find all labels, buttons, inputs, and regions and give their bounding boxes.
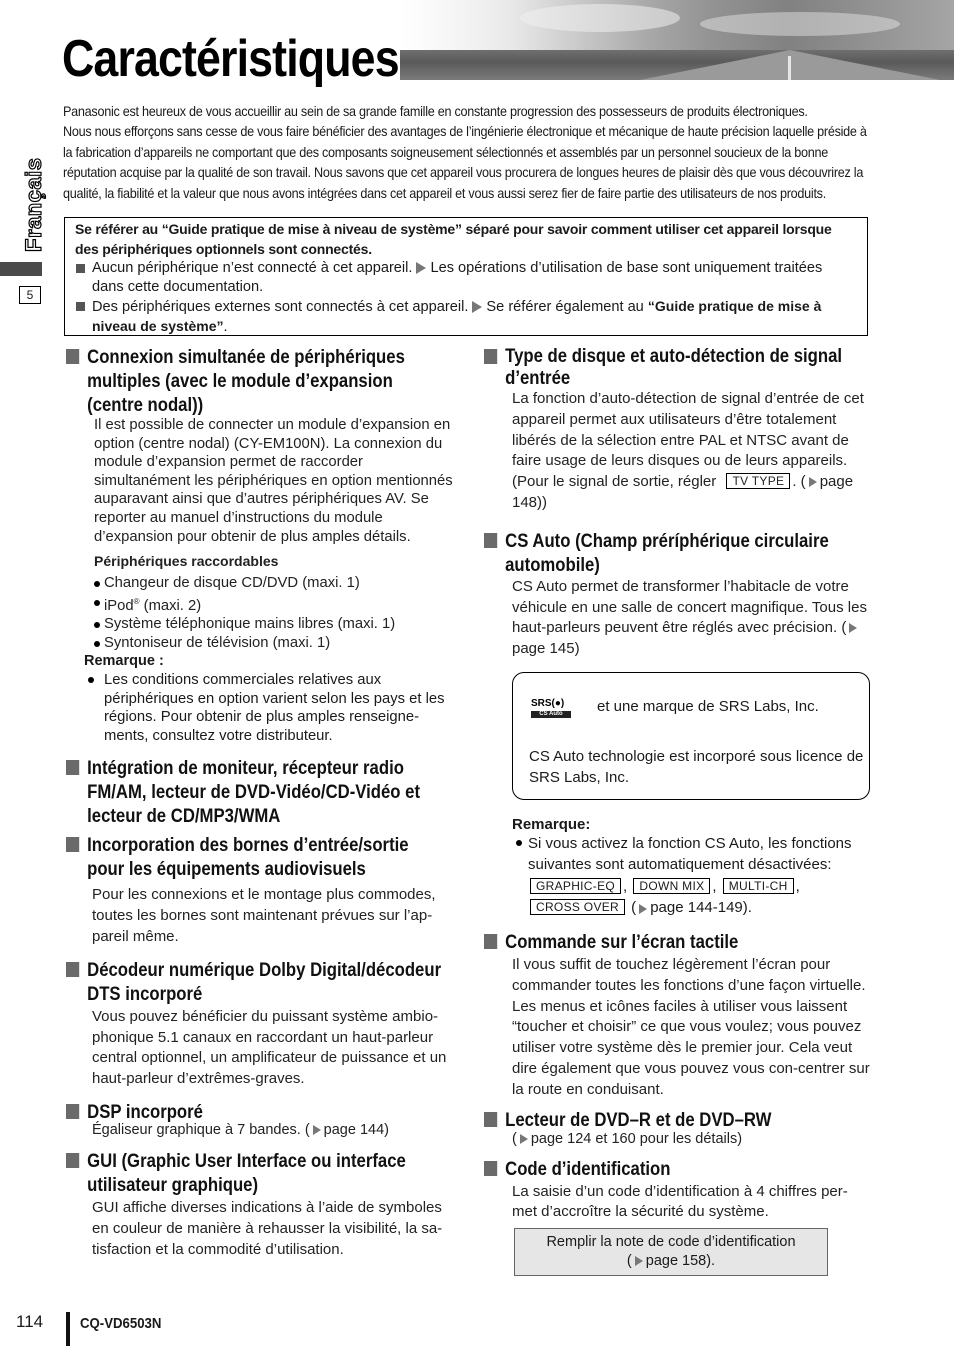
section-body: CS Auto permet de transformer l’habitacle de votre véhicule en une salle de concert magnifique. Tous les haut-parleurs peuvent être réglés avec précision. (page 145) [512, 577, 867, 658]
remark-title: Remarque: [512, 815, 591, 833]
feature-section [66, 757, 456, 829]
section-body: La fonction d’auto-détection de signal d’entrée de cet appareil permet aux utilisateurs d’être totalement libérés de la sélection entre PAL et NTSC avant de faire usage de leurs disques ou de leurs appareils. (Pour le signal de sortie, régler TV TYPE . ( page 148)) [512, 390, 864, 511]
square-marker-icon [66, 349, 79, 364]
setting-tag: GRAPHIC-EQ [530, 878, 621, 894]
square-marker-icon [484, 1112, 497, 1127]
notice-item: Des périphériques externes sont connectés à cet appareil. Se référer également au “Guide pratique de mise à niveau de système”. [75, 297, 857, 337]
section-body: La saisie d’un code d’identification à 4 chiffres per-met d’accroître la sécurité du système. [512, 1182, 848, 1221]
list-item: Syntoniseur de télévision (maxi. 1) [94, 634, 456, 653]
intro-paragraph: Nous nous efforçons sans cesse de vous faire bénéficier des avantages de l’ingénierie électronique et mécanique de haute précision laquelle préside à la fabrication d’appareils ne comportant que des composants soigneusement sélectionnés et assemblés par un personnel soucieux de la bonne réputation acquise par la qualité de son travail. Nous savons que cet appareil vous procurera de longues heures de plaisir dès que vous découvrirez la qualité, la fiabilité et la valeur que nous avons intégrées dans cet appareil et vous aussi serez fier de faire partie des utilisateurs de nos produits. [63, 124, 867, 201]
srs-license-box [512, 672, 870, 800]
square-bullet-icon [76, 264, 85, 273]
page-title: Caractéristiques [62, 30, 399, 88]
section-title: DSP incorporé [66, 1101, 448, 1125]
section-body: Pour les connexions et le montage plus commodes, toutes les bornes sont maintenant prévues sur l’ap-pareil même. [92, 886, 436, 946]
remark [484, 816, 872, 919]
square-marker-icon [484, 533, 497, 548]
arrow-right-icon [849, 623, 857, 633]
remark-title: Remarque : [84, 653, 164, 670]
setting-tag: MULTI-CH [723, 878, 794, 894]
footer-divider [66, 1312, 70, 1346]
section-body: Il vous suffit de touchez légèrement l’écran pour commander toutes les fonctions d’une façon virtuelle. Les menus et icônes faciles à utiliser vous laissent “toucher et choisir” ce que vous voulez; vous pouvez utiliser votre système dès le premier jour. Cela veut dire également que vous pouvez vous con-centrer sur la route en conduisant. [512, 955, 870, 1098]
remark-text: Les conditions commerciales relatives aux périphériques en option varient selon les pays et les régions. Pour obtenir de plus amples renseigne-ments, consultez votre distributeur. [66, 671, 456, 745]
section-title: CS Auto (Champ préríphérique circulaire automobile) [484, 530, 869, 578]
arrow-right-icon [520, 1134, 528, 1144]
square-marker-icon [66, 962, 79, 977]
arrow-right-icon [809, 477, 817, 487]
section-body: GUI affiche diverses indications à l’aide de symboles en couleur de manière à rehausser la visibilité, la sa-tisfaction et la commodité d’utilisation. [92, 1199, 443, 1258]
intro-text [63, 102, 874, 204]
list-item: Changeur de disque CD/DVD (maxi. 1) [94, 574, 456, 593]
section-body: ( page 124 et 160 pour les détails) [512, 1130, 743, 1147]
feature-section [66, 1150, 456, 1260]
srs-license-text: CS Auto technologie est incorporé sous licence de SRS Labs, Inc. [529, 747, 864, 786]
setting-tag: CROSS OVER [530, 899, 625, 915]
bullet-icon [88, 677, 94, 683]
feature-section [66, 959, 456, 1090]
arrow-right-icon [635, 1256, 643, 1266]
section-body: Égaliseur graphique à 7 bandes. ( page 144) [92, 1122, 389, 1139]
feature-section [484, 1109, 872, 1148]
square-marker-icon [484, 934, 497, 949]
side-tab-bar [0, 262, 42, 276]
feature-section [484, 1158, 872, 1224]
feature-section [66, 1101, 456, 1139]
section-title: Connexion simultanée de périphériques multiples (avec le module d’expansion (centre nodal)) [66, 346, 448, 418]
arrow-right-icon [416, 262, 426, 274]
section-title: GUI (Graphic User Interface ou interface utilisateur graphique) [66, 1150, 448, 1198]
intro-paragraph: Panasonic est heureux de vous accueillir au sein de sa grande famille en constante progression des possesseurs de produits électroniques. [63, 104, 808, 119]
srs-cs-auto-logo: SRS(●) CS Auto [531, 699, 571, 719]
square-marker-icon [484, 349, 497, 364]
section-title: Incorporation des bornes d’entrée/sortie pour les équipements audiovisuels [66, 834, 448, 882]
identification-note-box: Remplir la note de code d’identification ( page 158). [514, 1228, 828, 1276]
feature-section [484, 931, 872, 1101]
arrow-right-icon [639, 904, 647, 914]
header-road-photo [400, 0, 954, 80]
section-body: Il est possible de connecter un module d’expansion en option (centre nodal) (CY-EM100N). La connexion du module d’expansion permet de raccorder simultanément les périphériques en option mentionnés auparavant ainsi que d’autres périphériques AV. Se reporter au manuel d’instructions du module d’expansion pour obtenir de plus amples détails. Périphériques raccordables Changeur de disque CD/DVD (maxi. 1) iPod® (maxi. 2) Système téléphonique mains libres (maxi. 1) Syntoniseur de télévision (maxi. 1) [66, 416, 456, 653]
page-number: 114 [16, 1312, 44, 1331]
square-marker-icon [484, 1161, 497, 1176]
feature-section [484, 346, 872, 514]
section-title: Code d’identification [484, 1158, 869, 1182]
list-item: Système téléphonique mains libres (maxi. 1) [94, 615, 456, 634]
section-title: Décodeur numérique Dolby Digital/décodeur DTS incorporé [66, 959, 448, 1007]
square-marker-icon [66, 837, 79, 852]
arrow-right-icon [472, 301, 482, 313]
section-title: Commande sur l’écran tactile [484, 931, 869, 955]
remark-text: Si vous activez la fonction CS Auto, les fonctions suivantes sont automatiquement désactivées: GRAPHIC-EQ , DOWN MIX , MULTI-CH , CROSS OVER ( page 144-149). [516, 833, 872, 919]
section-title: Lecteur de DVD–R et de DVD–RW [484, 1109, 869, 1133]
feature-section [66, 834, 456, 947]
section-body: Vous pouvez bénéficier du puissant système ambio-phonique 5.1 canaux en raccordant un haut-parleur central optionnel, un amplificateur de puissance et un haut-parleur d’extrêmes-graves. [92, 1007, 447, 1088]
section-title: Intégration de moniteur, récepteur radio FM/AM, lecteur de DVD-Vidéo/CD-Vidéo et lecteur de CD/MP3/WMA [66, 757, 448, 829]
setting-tag-tv-type: TV TYPE [726, 473, 790, 489]
feature-section [66, 346, 456, 745]
language-tab-label: Français [21, 157, 46, 252]
model-number: CQ-VD6503N [80, 1315, 162, 1332]
setting-tag: DOWN MIX [633, 878, 710, 894]
notice-item: Aucun périphérique n’est connecté à cet appareil. Les opérations d’utilisation de base sont uniquement traitées dans cette documentation. [75, 259, 857, 297]
square-bullet-icon [76, 302, 85, 311]
feature-section [484, 530, 872, 660]
right-column [484, 346, 872, 1223]
left-column [66, 346, 456, 1260]
srs-trademark-text: et une marque de SRS Labs, Inc. [597, 697, 819, 715]
notice-heading: Se référer au “Guide pratique de mise à niveau de système” séparé pour savoir comment utiliser cet appareil lorsque des périphériques optionnels sont connectés. [75, 221, 832, 257]
square-marker-icon [66, 1153, 79, 1168]
list-item: iPod® (maxi. 2) [94, 593, 456, 616]
notice-box [64, 217, 868, 336]
arrow-right-icon [313, 1125, 321, 1135]
square-marker-icon [66, 760, 79, 775]
square-marker-icon [66, 1104, 79, 1119]
section-number-badge: 5 [19, 286, 41, 304]
section-title: Type de disque et auto-détection de signal d’entrée [484, 346, 869, 390]
